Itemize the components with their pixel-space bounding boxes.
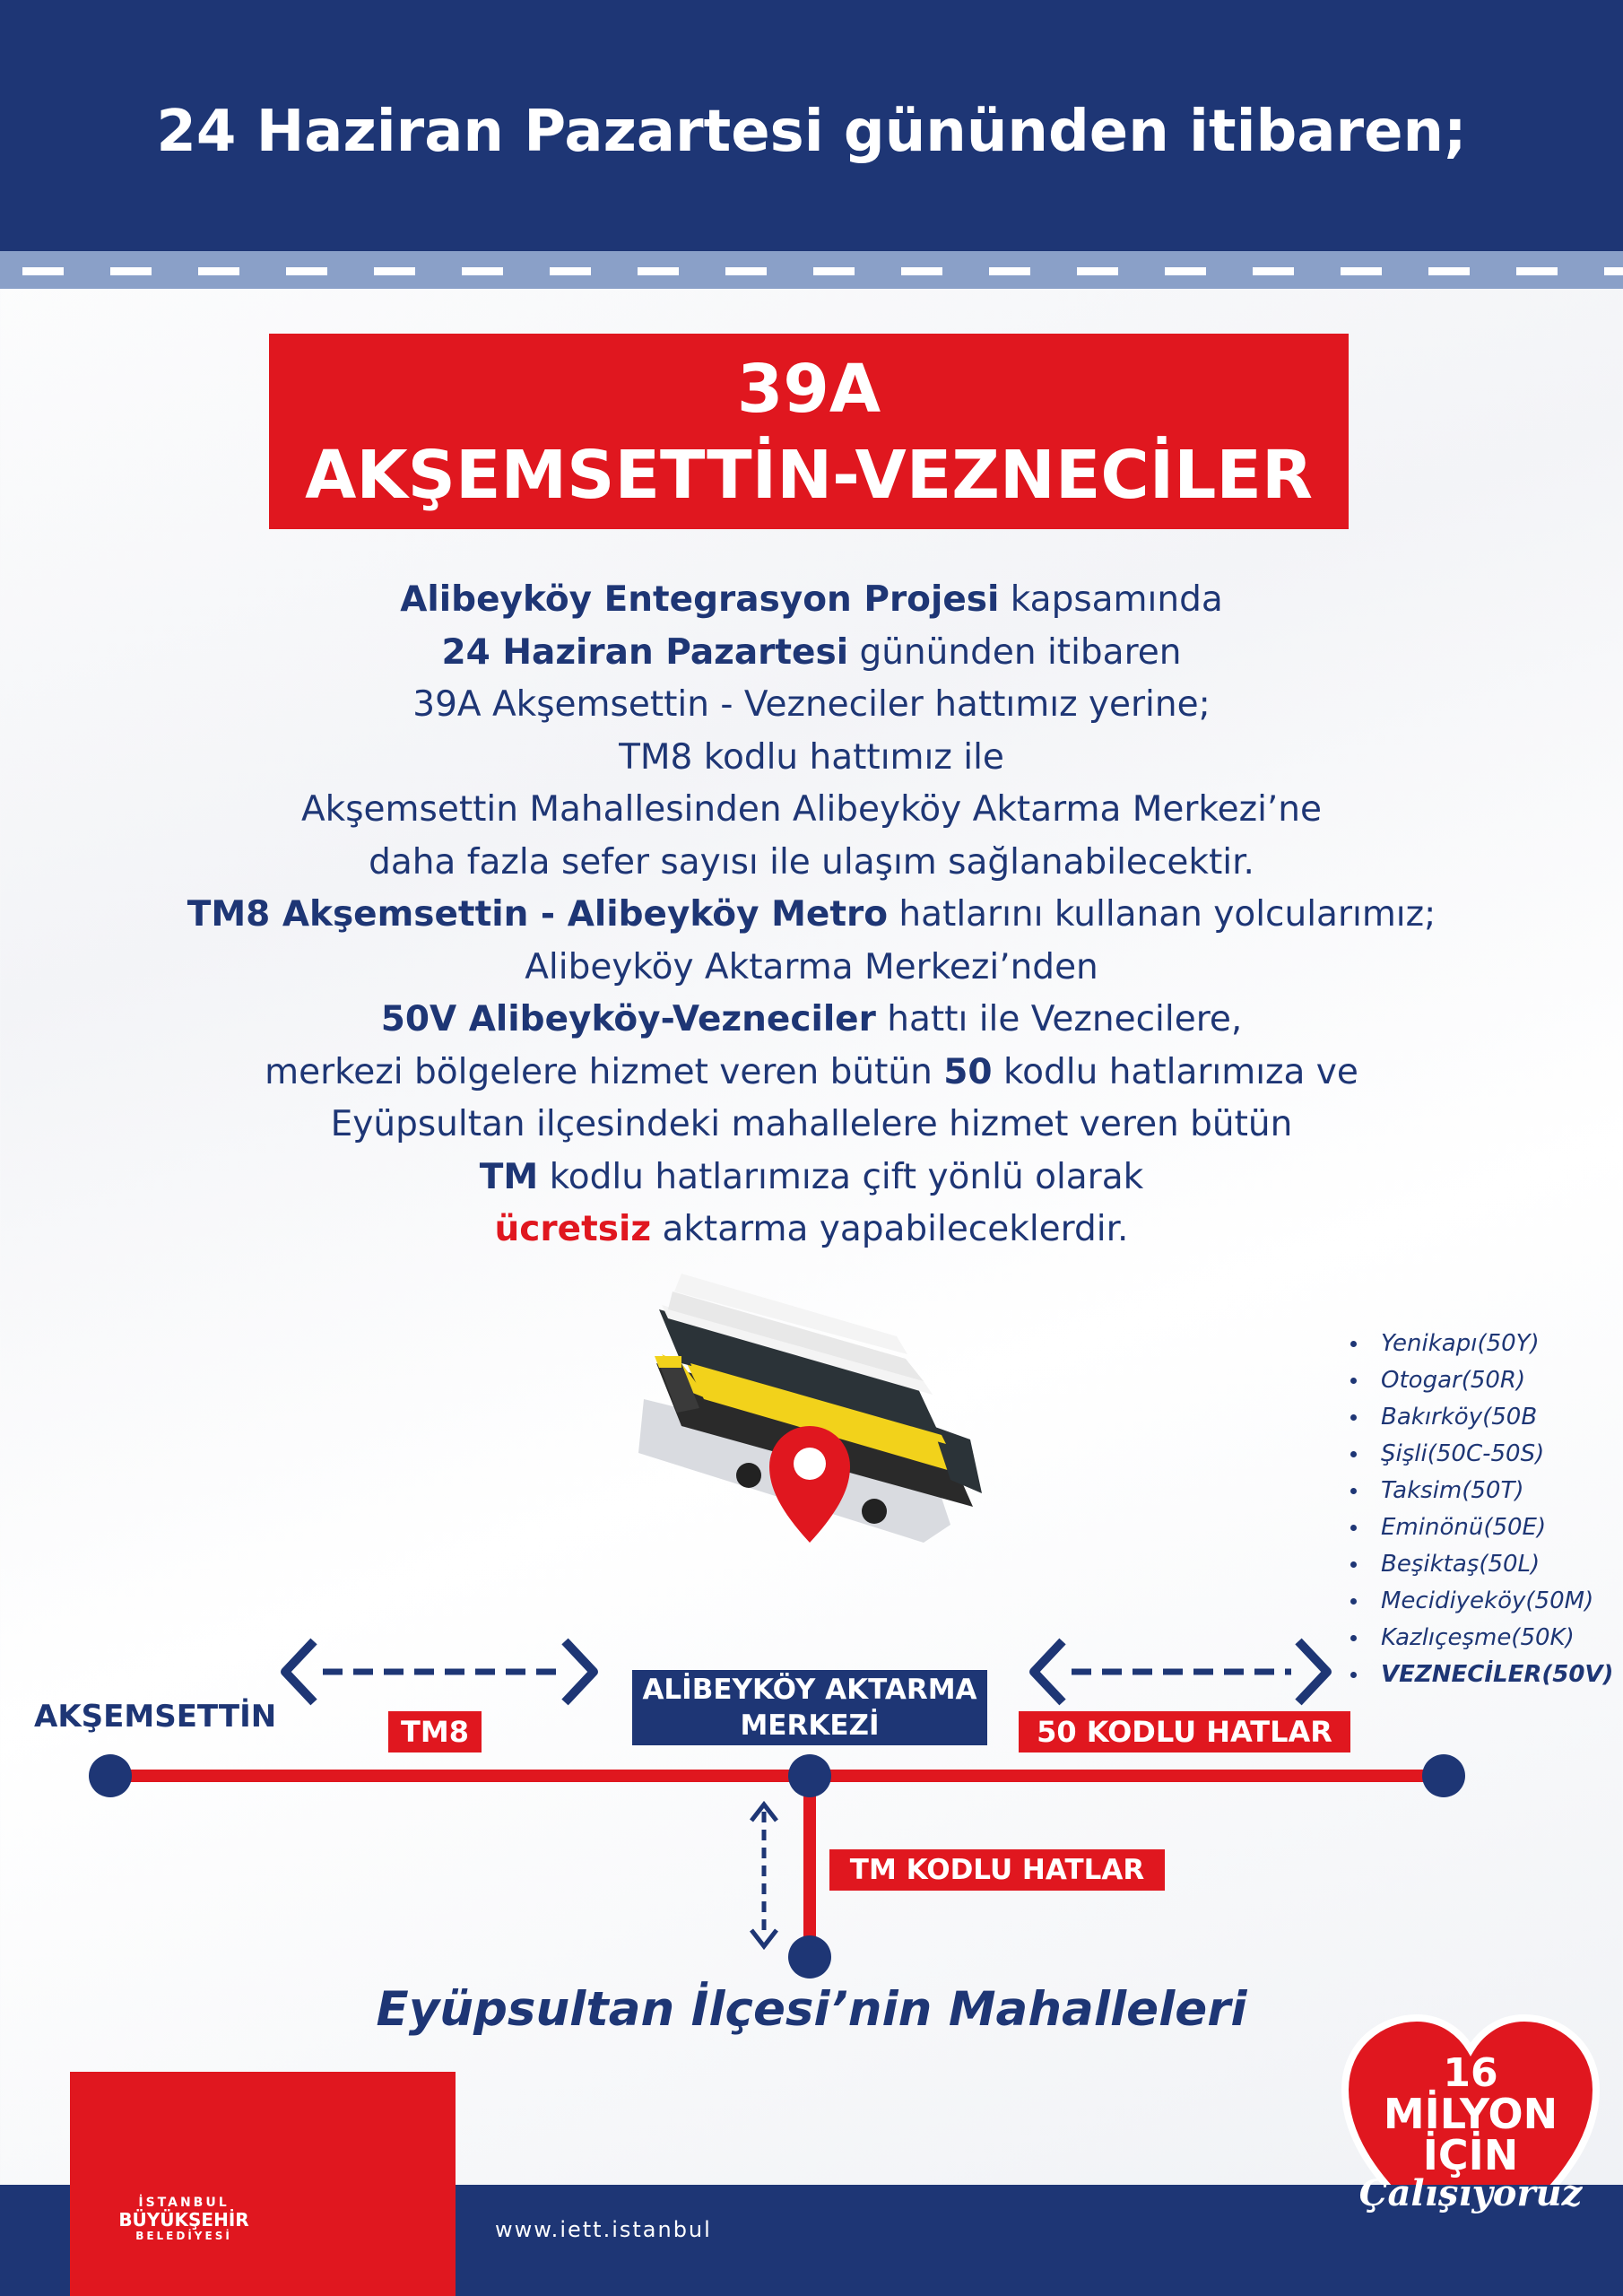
header-title: 24 Haziran Pazartesi gününden itibaren; bbox=[156, 99, 1467, 165]
destination-item: Beşiktaş(50L) bbox=[1345, 1546, 1613, 1583]
tm-lines-label: TM KODLU HATLAR bbox=[829, 1849, 1165, 1891]
stop-aksemsettin bbox=[89, 1754, 132, 1797]
destination-item: Bakırköy(50B bbox=[1345, 1399, 1613, 1436]
stop-right-end bbox=[1422, 1754, 1465, 1797]
stop-label-aksemsettin: AKŞEMSETTİN bbox=[34, 1699, 277, 1735]
route-code: 39A bbox=[736, 351, 881, 428]
bidirectional-arrow-vertical bbox=[751, 1805, 777, 1946]
bidirectional-arrow-left bbox=[285, 1641, 594, 1702]
desc-line: 24 Haziran Pazartesi gününden itibaren bbox=[441, 631, 1182, 673]
desc-line: Alibeyköy Aktarma Merkezi’nden bbox=[525, 946, 1098, 987]
footer-logo-panel bbox=[70, 2072, 456, 2296]
desc-line: 39A Akşemsettin - Vezneciler hattımız yerine; bbox=[412, 684, 1211, 725]
destination-item: Mecidiyeköy(50M) bbox=[1345, 1583, 1613, 1620]
desc-line: Eyüpsultan ilçesindeki mahallelere hizmet veren bütün bbox=[330, 1104, 1293, 1144]
destination-item: Kazlıçeşme(50K) bbox=[1345, 1620, 1613, 1657]
alibeykoy-label-line1: ALİBEYKÖY AKTARMA bbox=[642, 1674, 977, 1706]
desc-line: TM8 kodlu hattımız ile bbox=[619, 736, 1004, 778]
location-pin-icon bbox=[769, 1426, 850, 1543]
desc-line: Alibeyköy Entegrasyon Projesi kapsamında bbox=[400, 579, 1223, 620]
alibeykoy-label-line2: MERKEZİ bbox=[740, 1709, 880, 1742]
desc-line: TM8 Akşemsettin - Alibeyköy Metro hatlarını kullanan yolcularımız; bbox=[187, 894, 1436, 935]
destination-item: Yenikapı(50Y) bbox=[1345, 1326, 1613, 1362]
desc-line: TM kodlu hatlarımıza çift yönlü olarak bbox=[479, 1156, 1144, 1197]
tm8-label: TM8 bbox=[388, 1711, 482, 1752]
destination-item: Eminönü(50E) bbox=[1345, 1509, 1613, 1546]
heart-slogan: 16 MİLYON İÇİN Çalışıyoruz bbox=[1358, 2050, 1583, 2214]
desc-line: 50V Alibeyköy-Vezneciler hattı ile Veznecilere, bbox=[380, 999, 1243, 1039]
desc-line: ücretsiz aktarma yapabileceklerdir. bbox=[494, 1209, 1129, 1249]
stop-eyupsultan bbox=[788, 1935, 831, 1979]
website-link[interactable]: www.iett.istanbul bbox=[495, 2217, 712, 2242]
ibb-logo-text: İSTANBUL BÜYÜKŞEHİR BELEDİYESİ bbox=[118, 2196, 249, 2243]
route-name: AKŞEMSETTİN-VEZNECİLER bbox=[305, 437, 1313, 514]
alibeykoy-label bbox=[632, 1670, 987, 1745]
bidirectional-arrow-right bbox=[1034, 1641, 1327, 1702]
stop-alibeykoy bbox=[788, 1754, 831, 1797]
destination-item: Şişli(50C-50S) bbox=[1345, 1436, 1613, 1473]
destination-item: VEZNECİLER(50V) bbox=[1345, 1657, 1613, 1693]
destination-item: Otogar(50R) bbox=[1345, 1362, 1613, 1399]
desc-line: Akşemsettin Mahallesinden Alibeyköy Aktarma Merkezi’ne bbox=[300, 789, 1323, 830]
desc-line: merkezi bölgelere hizmet veren bütün 50 kodlu hatlarımıza ve bbox=[265, 1051, 1358, 1092]
destination-item: Taksim(50T) bbox=[1345, 1473, 1613, 1509]
desc-line: daha fazla sefer sayısı ile ulaşım sağlanabilecektir. bbox=[369, 841, 1254, 883]
50-lines-label: 50 KODLU HATLAR bbox=[1019, 1711, 1350, 1752]
eyupsultan-label: Eyüpsultan İlçesi’nin Mahalleleri bbox=[376, 1982, 1247, 2037]
